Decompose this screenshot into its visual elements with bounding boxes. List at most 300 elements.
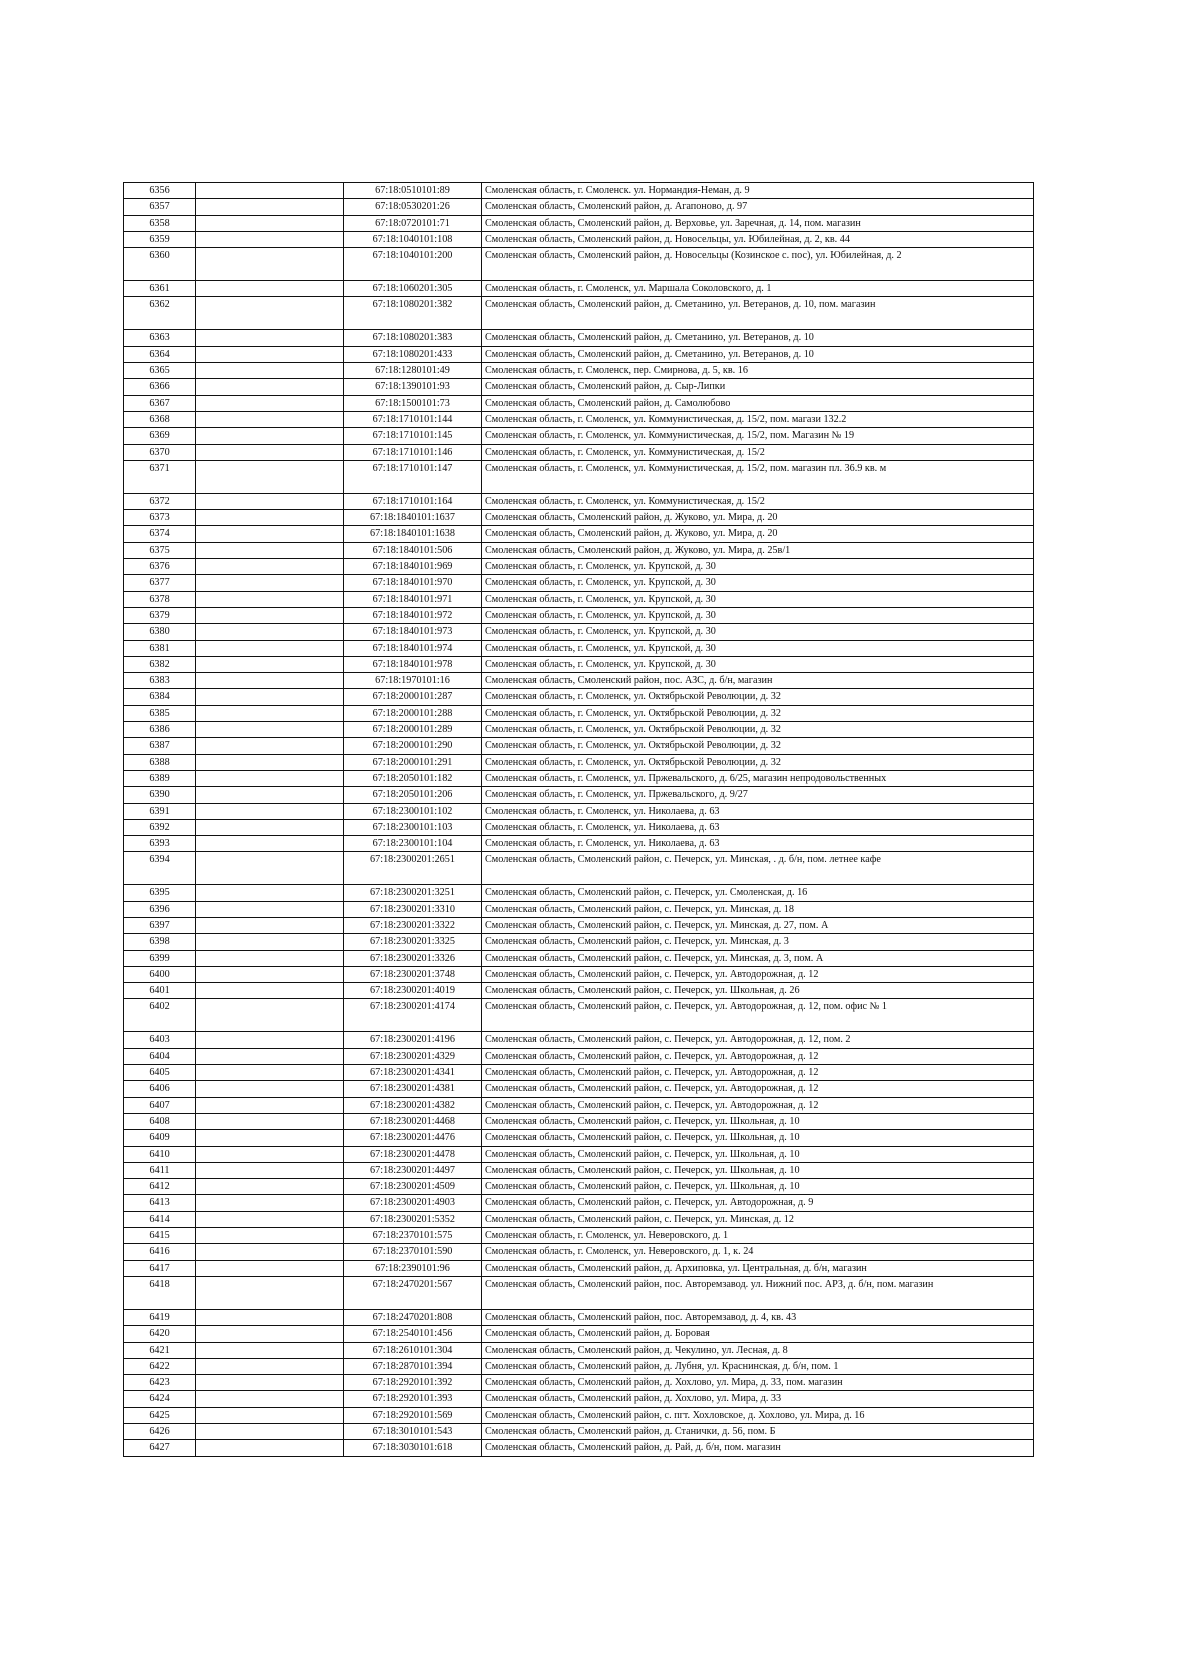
empty-cell xyxy=(196,819,344,835)
address-cell: Смоленская область, Смоленский район, д. Станички, д. 56, пом. Б xyxy=(482,1424,1034,1440)
address-cell: Смоленская область, г. Смоленск, ул. Октябрьской Революции, д. 32 xyxy=(482,705,1034,721)
empty-cell xyxy=(196,966,344,982)
table-row xyxy=(124,1440,1034,1456)
table-row xyxy=(124,1326,1034,1342)
cadastral-number-cell: 67:18:2300201:4196 xyxy=(344,1032,482,1048)
table-row xyxy=(124,1081,1034,1097)
empty-cell xyxy=(196,215,344,231)
row-number-cell: 6366 xyxy=(124,379,196,395)
address-cell: Смоленская область, г. Смоленск. ул. Нормандия-Неман, д. 9 xyxy=(482,183,1034,199)
empty-cell xyxy=(196,1391,344,1407)
row-number-cell: 6420 xyxy=(124,1326,196,1342)
row-number-cell: 6367 xyxy=(124,395,196,411)
row-number-cell: 6373 xyxy=(124,510,196,526)
cadastral-number-cell: 67:18:1840101:1638 xyxy=(344,526,482,542)
empty-cell xyxy=(196,231,344,247)
cadastral-number-cell: 67:18:2300201:4341 xyxy=(344,1065,482,1081)
cadastral-number-cell: 67:18:1080201:433 xyxy=(344,346,482,362)
empty-cell xyxy=(196,1244,344,1260)
row-number-cell: 6381 xyxy=(124,640,196,656)
cadastral-number-cell: 67:18:2300201:4476 xyxy=(344,1130,482,1146)
empty-cell xyxy=(196,1195,344,1211)
row-number-cell: 6425 xyxy=(124,1407,196,1423)
table-row xyxy=(124,1097,1034,1113)
cadastral-number-cell: 67:18:1500101:73 xyxy=(344,395,482,411)
table-row xyxy=(124,1244,1034,1260)
empty-cell xyxy=(196,183,344,199)
empty-cell xyxy=(196,1211,344,1227)
cadastral-number-cell: 67:18:1060201:305 xyxy=(344,281,482,297)
cadastral-number-cell: 67:18:2300201:4478 xyxy=(344,1146,482,1162)
address-cell: Смоленская область, г. Смоленск, ул. Крупской, д. 30 xyxy=(482,591,1034,607)
cadastral-number-cell: 67:18:2300201:4174 xyxy=(344,999,482,1032)
empty-cell xyxy=(196,1162,344,1178)
address-cell: Смоленская область, Смоленский район, д. Новосельцы (Козинское с. пос), ул. Юбилейная, д. 2 xyxy=(482,248,1034,281)
table-row xyxy=(124,1032,1034,1048)
table-row xyxy=(124,1130,1034,1146)
table-row xyxy=(124,934,1034,950)
address-cell: Смоленская область, г. Смоленск, ул. Октябрьской Революции, д. 32 xyxy=(482,689,1034,705)
table-row xyxy=(124,248,1034,281)
table-row xyxy=(124,379,1034,395)
empty-cell xyxy=(196,640,344,656)
empty-cell xyxy=(196,917,344,933)
empty-cell xyxy=(196,575,344,591)
address-cell: Смоленская область, Смоленский район, д. Жуково, ул. Мира, д. 25в/1 xyxy=(482,542,1034,558)
cadastral-number-cell: 67:18:1040101:108 xyxy=(344,231,482,247)
address-cell: Смоленская область, Смоленский район, с. Печерск, ул. Минская, д. 27, пом. А xyxy=(482,917,1034,933)
address-cell: Смоленская область, г. Смоленск, ул. Крупской, д. 30 xyxy=(482,607,1034,623)
cadastral-number-cell: 67:18:2300201:5352 xyxy=(344,1211,482,1227)
address-cell: Смоленская область, Смоленский район, с. Печерск, ул. Минская, д. 3 xyxy=(482,934,1034,950)
row-number-cell: 6359 xyxy=(124,231,196,247)
cadastral-number-cell: 67:18:1840101:972 xyxy=(344,607,482,623)
table-row xyxy=(124,591,1034,607)
cadastral-number-cell: 67:18:2000101:291 xyxy=(344,754,482,770)
empty-cell xyxy=(196,248,344,281)
empty-cell xyxy=(196,999,344,1032)
table-row xyxy=(124,754,1034,770)
row-number-cell: 6408 xyxy=(124,1113,196,1129)
empty-cell xyxy=(196,281,344,297)
table-row xyxy=(124,689,1034,705)
empty-cell xyxy=(196,983,344,999)
cadastral-number-cell: 67:18:1840101:1637 xyxy=(344,510,482,526)
empty-cell xyxy=(196,1358,344,1374)
table-row xyxy=(124,901,1034,917)
table-row xyxy=(124,1276,1034,1309)
address-cell: Смоленская область, г. Смоленск, ул. Крупской, д. 30 xyxy=(482,559,1034,575)
table-row xyxy=(124,770,1034,786)
row-number-cell: 6411 xyxy=(124,1162,196,1178)
empty-cell xyxy=(196,591,344,607)
table-row xyxy=(124,787,1034,803)
address-cell: Смоленская область, Смоленский район, с. Печерск, ул. Школьная, д. 26 xyxy=(482,983,1034,999)
table-row xyxy=(124,999,1034,1032)
address-cell: Смоленская область, г. Смоленск, ул. Крупской, д. 30 xyxy=(482,656,1034,672)
cadastral-number-cell: 67:18:2370101:590 xyxy=(344,1244,482,1260)
table-row xyxy=(124,575,1034,591)
empty-cell xyxy=(196,885,344,901)
empty-cell xyxy=(196,656,344,672)
address-cell: Смоленская область, Смоленский район, д. Рай, д. б/н, пом. магазин xyxy=(482,1440,1034,1456)
address-cell: Смоленская область, Смоленский район, с. Печерск, ул. Автодорожная, д. 12 xyxy=(482,1048,1034,1064)
empty-cell xyxy=(196,852,344,885)
address-cell: Смоленская область, Смоленский район, с. Печерск, ул. Автодорожная, д. 12 xyxy=(482,1081,1034,1097)
empty-cell xyxy=(196,705,344,721)
cadastral-number-cell: 67:18:2300101:104 xyxy=(344,836,482,852)
address-cell: Смоленская область, Смоленский район, с. Печерск, ул. Смоленская, д. 16 xyxy=(482,885,1034,901)
row-number-cell: 6361 xyxy=(124,281,196,297)
empty-cell xyxy=(196,428,344,444)
address-cell: Смоленская область, Смоленский район, д. Самолюбово xyxy=(482,395,1034,411)
cadastral-number-cell: 67:18:2470201:567 xyxy=(344,1276,482,1309)
empty-cell xyxy=(196,199,344,215)
cadastral-number-cell: 67:18:1710101:144 xyxy=(344,411,482,427)
empty-cell xyxy=(196,526,344,542)
row-number-cell: 6395 xyxy=(124,885,196,901)
row-number-cell: 6396 xyxy=(124,901,196,917)
cadastral-number-cell: 67:18:2300201:3325 xyxy=(344,934,482,950)
empty-cell xyxy=(196,754,344,770)
address-cell: Смоленская область, г. Смоленск, ул. Неверовского, д. 1, к. 24 xyxy=(482,1244,1034,1260)
row-number-cell: 6427 xyxy=(124,1440,196,1456)
table-row xyxy=(124,656,1034,672)
address-cell: Смоленская область, Смоленский район, д. Лубня, ул. Краснинская, д. б/н, пом. 1 xyxy=(482,1358,1034,1374)
empty-cell xyxy=(196,411,344,427)
cadastral-number-cell: 67:18:2300201:4903 xyxy=(344,1195,482,1211)
empty-cell xyxy=(196,624,344,640)
cadastral-number-cell: 67:18:2870101:394 xyxy=(344,1358,482,1374)
empty-cell xyxy=(196,770,344,786)
empty-cell xyxy=(196,1407,344,1423)
address-cell: Смоленская область, Смоленский район, пос. Авторемзавод, д. 4, кв. 43 xyxy=(482,1309,1034,1325)
table-row xyxy=(124,1048,1034,1064)
empty-cell xyxy=(196,607,344,623)
row-number-cell: 6402 xyxy=(124,999,196,1032)
row-number-cell: 6389 xyxy=(124,770,196,786)
cadastral-number-cell: 67:18:2540101:456 xyxy=(344,1326,482,1342)
table-row xyxy=(124,1260,1034,1276)
address-cell: Смоленская область, Смоленский район, д. Хохлово, ул. Мира, д. 33, пом. магазин xyxy=(482,1375,1034,1391)
table-row xyxy=(124,607,1034,623)
table-row xyxy=(124,510,1034,526)
address-cell: Смоленская область, Смоленский район, д. Боровая xyxy=(482,1326,1034,1342)
address-cell: Смоленская область, г. Смоленск, ул. Октябрьской Революции, д. 32 xyxy=(482,722,1034,738)
cadastral-number-cell: 67:18:0530201:26 xyxy=(344,199,482,215)
address-cell: Смоленская область, Смоленский район, пос. Авторемзавод. ул. Нижний пос. АРЗ, д. б/н, пом. магазин xyxy=(482,1276,1034,1309)
row-number-cell: 6400 xyxy=(124,966,196,982)
address-cell: Смоленская область, г. Смоленск, ул. Октябрьской Революции, д. 32 xyxy=(482,754,1034,770)
row-number-cell: 6386 xyxy=(124,722,196,738)
row-number-cell: 6393 xyxy=(124,836,196,852)
cadastral-number-cell: 67:18:2470201:808 xyxy=(344,1309,482,1325)
row-number-cell: 6406 xyxy=(124,1081,196,1097)
cadastral-number-cell: 67:18:2610101:304 xyxy=(344,1342,482,1358)
address-cell: Смоленская область, г. Смоленск, ул. Коммунистическая, д. 15/2, пом. магазин пл. 36.9 кв. м xyxy=(482,460,1034,493)
table-row xyxy=(124,624,1034,640)
row-number-cell: 6369 xyxy=(124,428,196,444)
empty-cell xyxy=(196,1309,344,1325)
empty-cell xyxy=(196,934,344,950)
table-row xyxy=(124,215,1034,231)
address-cell: Смоленская область, Смоленский район, д. Жуково, ул. Мира, д. 20 xyxy=(482,510,1034,526)
empty-cell xyxy=(196,1048,344,1064)
address-cell: Смоленская область, Смоленский район, с. Печерск, ул. Минская, д. 18 xyxy=(482,901,1034,917)
row-number-cell: 6377 xyxy=(124,575,196,591)
row-number-cell: 6382 xyxy=(124,656,196,672)
address-cell: Смоленская область, Смоленский район, пос. АЗС, д. б/н, магазин xyxy=(482,673,1034,689)
empty-cell xyxy=(196,950,344,966)
address-cell: Смоленская область, г. Смоленск, ул. Маршала Соколовского, д. 1 xyxy=(482,281,1034,297)
cadastral-number-cell: 67:18:2300201:4468 xyxy=(344,1113,482,1129)
address-cell: Смоленская область, Смоленский район, с. Печерск, ул. Автодорожная, д. 9 xyxy=(482,1195,1034,1211)
table-row xyxy=(124,363,1034,379)
table-row xyxy=(124,493,1034,509)
cadastral-number-cell: 67:18:1390101:93 xyxy=(344,379,482,395)
table-row xyxy=(124,559,1034,575)
address-cell: Смоленская область, Смоленский район, с. Печерск, ул. Школьная, д. 10 xyxy=(482,1179,1034,1195)
empty-cell xyxy=(196,787,344,803)
table-row xyxy=(124,819,1034,835)
row-number-cell: 6383 xyxy=(124,673,196,689)
address-cell: Смоленская область, Смоленский район, с. Печерск, ул. Школьная, д. 10 xyxy=(482,1113,1034,1129)
empty-cell xyxy=(196,803,344,819)
empty-cell xyxy=(196,1260,344,1276)
cadastral-number-cell: 67:18:2300201:3322 xyxy=(344,917,482,933)
address-cell: Смоленская область, Смоленский район, д. Сметанино, ул. Ветеранов, д. 10 xyxy=(482,330,1034,346)
row-number-cell: 6375 xyxy=(124,542,196,558)
row-number-cell: 6385 xyxy=(124,705,196,721)
table-row xyxy=(124,640,1034,656)
empty-cell xyxy=(196,1276,344,1309)
cadastral-number-cell: 67:18:1080201:383 xyxy=(344,330,482,346)
address-cell: Смоленская область, г. Смоленск, ул. Коммунистическая, д. 15/2 xyxy=(482,493,1034,509)
row-number-cell: 6363 xyxy=(124,330,196,346)
table-row xyxy=(124,738,1034,754)
table-row xyxy=(124,1228,1034,1244)
address-cell: Смоленская область, Смоленский район, с. Печерск, ул. Минская, д. 12 xyxy=(482,1211,1034,1227)
cadastral-number-cell: 67:18:2920101:393 xyxy=(344,1391,482,1407)
cadastral-number-cell: 67:18:2300201:4497 xyxy=(344,1162,482,1178)
cadastral-number-cell: 67:18:3010101:543 xyxy=(344,1424,482,1440)
empty-cell xyxy=(196,1113,344,1129)
row-number-cell: 6397 xyxy=(124,917,196,933)
address-cell: Смоленская область, г. Смоленск, ул. Пржевальского, д. 6/25, магазин непродовольственных xyxy=(482,770,1034,786)
table-row xyxy=(124,183,1034,199)
row-number-cell: 6360 xyxy=(124,248,196,281)
row-number-cell: 6365 xyxy=(124,363,196,379)
empty-cell xyxy=(196,363,344,379)
table-row xyxy=(124,1065,1034,1081)
property-registry-table xyxy=(123,182,1034,1457)
cadastral-number-cell: 67:18:3030101:618 xyxy=(344,1440,482,1456)
empty-cell xyxy=(196,1228,344,1244)
address-cell: Смоленская область, Смоленский район, с. Печерск, ул. Школьная, д. 10 xyxy=(482,1130,1034,1146)
address-cell: Смоленская область, г. Смоленск, ул. Николаева, д. 63 xyxy=(482,836,1034,852)
cadastral-number-cell: 67:18:1840101:970 xyxy=(344,575,482,591)
address-cell: Смоленская область, г. Смоленск, пер. Смирнова, д. 5, кв. 16 xyxy=(482,363,1034,379)
address-cell: Смоленская область, Смоленский район, с. Печерск, ул. Школьная, д. 10 xyxy=(482,1146,1034,1162)
address-cell: Смоленская область, г. Смоленск, ул. Николаева, д. 63 xyxy=(482,803,1034,819)
empty-cell xyxy=(196,395,344,411)
cadastral-number-cell: 67:18:2050101:206 xyxy=(344,787,482,803)
table-row xyxy=(124,1407,1034,1423)
row-number-cell: 6392 xyxy=(124,819,196,835)
cadastral-number-cell: 67:18:2300201:4329 xyxy=(344,1048,482,1064)
cadastral-number-cell: 67:18:2000101:290 xyxy=(344,738,482,754)
cadastral-number-cell: 67:18:0510101:89 xyxy=(344,183,482,199)
empty-cell xyxy=(196,330,344,346)
cadastral-number-cell: 67:18:1710101:146 xyxy=(344,444,482,460)
address-cell: Смоленская область, Смоленский район, с. Печерск, ул. Минская, д. 3, пом. А xyxy=(482,950,1034,966)
address-cell: Смоленская область, Смоленский район, д. Хохлово, ул. Мира, д. 33 xyxy=(482,1391,1034,1407)
row-number-cell: 6357 xyxy=(124,199,196,215)
cadastral-number-cell: 67:18:2300201:2651 xyxy=(344,852,482,885)
empty-cell xyxy=(196,1065,344,1081)
empty-cell xyxy=(196,1375,344,1391)
row-number-cell: 6416 xyxy=(124,1244,196,1260)
address-cell: Смоленская область, Смоленский район, с. Печерск, ул. Минская, . д. б/н, пом. летнее кафе xyxy=(482,852,1034,885)
table-row xyxy=(124,950,1034,966)
table-row xyxy=(124,1113,1034,1129)
row-number-cell: 6422 xyxy=(124,1358,196,1374)
table-row xyxy=(124,460,1034,493)
empty-cell xyxy=(196,673,344,689)
cadastral-number-cell: 67:18:1840101:974 xyxy=(344,640,482,656)
cadastral-number-cell: 67:18:2000101:287 xyxy=(344,689,482,705)
row-number-cell: 6418 xyxy=(124,1276,196,1309)
table-row xyxy=(124,199,1034,215)
address-cell: Смоленская область, Смоленский район, д. Верховье, ул. Заречная, д. 14, пом. магазин xyxy=(482,215,1034,231)
cadastral-number-cell: 67:18:1040101:200 xyxy=(344,248,482,281)
row-number-cell: 6390 xyxy=(124,787,196,803)
cadastral-number-cell: 67:18:1710101:145 xyxy=(344,428,482,444)
address-cell: Смоленская область, Смоленский район, д. Жуково, ул. Мира, д. 20 xyxy=(482,526,1034,542)
row-number-cell: 6372 xyxy=(124,493,196,509)
row-number-cell: 6370 xyxy=(124,444,196,460)
address-cell: Смоленская область, г. Смоленск, ул. Коммунистическая, д. 15/2 xyxy=(482,444,1034,460)
empty-cell xyxy=(196,542,344,558)
cadastral-number-cell: 67:18:1710101:164 xyxy=(344,493,482,509)
empty-cell xyxy=(196,738,344,754)
table-row xyxy=(124,803,1034,819)
address-cell: Смоленская область, Смоленский район, с. Печерск, ул. Школьная, д. 10 xyxy=(482,1162,1034,1178)
row-number-cell: 6391 xyxy=(124,803,196,819)
table-row xyxy=(124,330,1034,346)
table-row xyxy=(124,1358,1034,1374)
cadastral-number-cell: 67:18:1840101:973 xyxy=(344,624,482,640)
row-number-cell: 6415 xyxy=(124,1228,196,1244)
row-number-cell: 6421 xyxy=(124,1342,196,1358)
empty-cell xyxy=(196,1342,344,1358)
address-cell: Смоленская область, г. Смоленск, ул. Николаева, д. 63 xyxy=(482,819,1034,835)
table-row xyxy=(124,281,1034,297)
row-number-cell: 6399 xyxy=(124,950,196,966)
address-cell: Смоленская область, г. Смоленск, ул. Крупской, д. 30 xyxy=(482,640,1034,656)
row-number-cell: 6374 xyxy=(124,526,196,542)
empty-cell xyxy=(196,1097,344,1113)
table-row xyxy=(124,1195,1034,1211)
empty-cell xyxy=(196,722,344,738)
row-number-cell: 6417 xyxy=(124,1260,196,1276)
table-row xyxy=(124,1391,1034,1407)
row-number-cell: 6404 xyxy=(124,1048,196,1064)
cadastral-number-cell: 67:18:1080201:382 xyxy=(344,297,482,330)
table-row xyxy=(124,722,1034,738)
table-row xyxy=(124,917,1034,933)
table-row xyxy=(124,1162,1034,1178)
cadastral-number-cell: 67:18:2920101:392 xyxy=(344,1375,482,1391)
row-number-cell: 6364 xyxy=(124,346,196,362)
cadastral-number-cell: 67:18:1710101:147 xyxy=(344,460,482,493)
row-number-cell: 6394 xyxy=(124,852,196,885)
cadastral-number-cell: 67:18:2300201:4509 xyxy=(344,1179,482,1195)
table-row xyxy=(124,1342,1034,1358)
address-cell: Смоленская область, г. Смоленск, ул. Крупской, д. 30 xyxy=(482,624,1034,640)
table-row xyxy=(124,885,1034,901)
row-number-cell: 6356 xyxy=(124,183,196,199)
row-number-cell: 6398 xyxy=(124,934,196,950)
row-number-cell: 6362 xyxy=(124,297,196,330)
row-number-cell: 6387 xyxy=(124,738,196,754)
empty-cell xyxy=(196,1179,344,1195)
cadastral-number-cell: 67:18:2300101:103 xyxy=(344,819,482,835)
table-row xyxy=(124,297,1034,330)
cadastral-number-cell: 67:18:2300201:3326 xyxy=(344,950,482,966)
cadastral-number-cell: 67:18:1840101:969 xyxy=(344,559,482,575)
address-cell: Смоленская область, Смоленский район, д. Сметанино, ул. Ветеранов, д. 10, пом. магазин xyxy=(482,297,1034,330)
address-cell: Смоленская область, Смоленский район, д. Чекулино, ул. Лесная, д. 8 xyxy=(482,1342,1034,1358)
empty-cell xyxy=(196,510,344,526)
empty-cell xyxy=(196,1081,344,1097)
address-cell: Смоленская область, г. Смоленск, ул. Коммунистическая, д. 15/2, пом. Магазин № 19 xyxy=(482,428,1034,444)
table-row xyxy=(124,526,1034,542)
table-row xyxy=(124,1146,1034,1162)
empty-cell xyxy=(196,836,344,852)
address-cell: Смоленская область, Смоленский район, с. Печерск, ул. Автодорожная, д. 12, пом. офис № 1 xyxy=(482,999,1034,1032)
cadastral-number-cell: 67:18:2300201:3310 xyxy=(344,901,482,917)
address-cell: Смоленская область, г. Смоленск, ул. Неверовского, д. 1 xyxy=(482,1228,1034,1244)
address-cell: Смоленская область, Смоленский район, д. Архиповка, ул. Центральная, д. б/н, магазин xyxy=(482,1260,1034,1276)
empty-cell xyxy=(196,460,344,493)
row-number-cell: 6368 xyxy=(124,411,196,427)
empty-cell xyxy=(196,346,344,362)
cadastral-number-cell: 67:18:1970101:16 xyxy=(344,673,482,689)
row-number-cell: 6401 xyxy=(124,983,196,999)
empty-cell xyxy=(196,559,344,575)
empty-cell xyxy=(196,493,344,509)
empty-cell xyxy=(196,1130,344,1146)
address-cell: Смоленская область, Смоленский район, с. Печерск, ул. Автодорожная, д. 12 xyxy=(482,966,1034,982)
empty-cell xyxy=(196,1032,344,1048)
table-row xyxy=(124,1211,1034,1227)
empty-cell xyxy=(196,1440,344,1456)
address-cell: Смоленская область, г. Смоленск, ул. Крупской, д. 30 xyxy=(482,575,1034,591)
cadastral-number-cell: 67:18:0720101:71 xyxy=(344,215,482,231)
table-row xyxy=(124,852,1034,885)
row-number-cell: 6376 xyxy=(124,559,196,575)
cadastral-number-cell: 67:18:2370101:575 xyxy=(344,1228,482,1244)
cadastral-number-cell: 67:18:2050101:182 xyxy=(344,770,482,786)
empty-cell xyxy=(196,444,344,460)
table-row xyxy=(124,411,1034,427)
table-row xyxy=(124,1309,1034,1325)
empty-cell xyxy=(196,1326,344,1342)
row-number-cell: 6407 xyxy=(124,1097,196,1113)
address-cell: Смоленская область, Смоленский район, д. Сметанино, ул. Ветеранов, д. 10 xyxy=(482,346,1034,362)
row-number-cell: 6388 xyxy=(124,754,196,770)
